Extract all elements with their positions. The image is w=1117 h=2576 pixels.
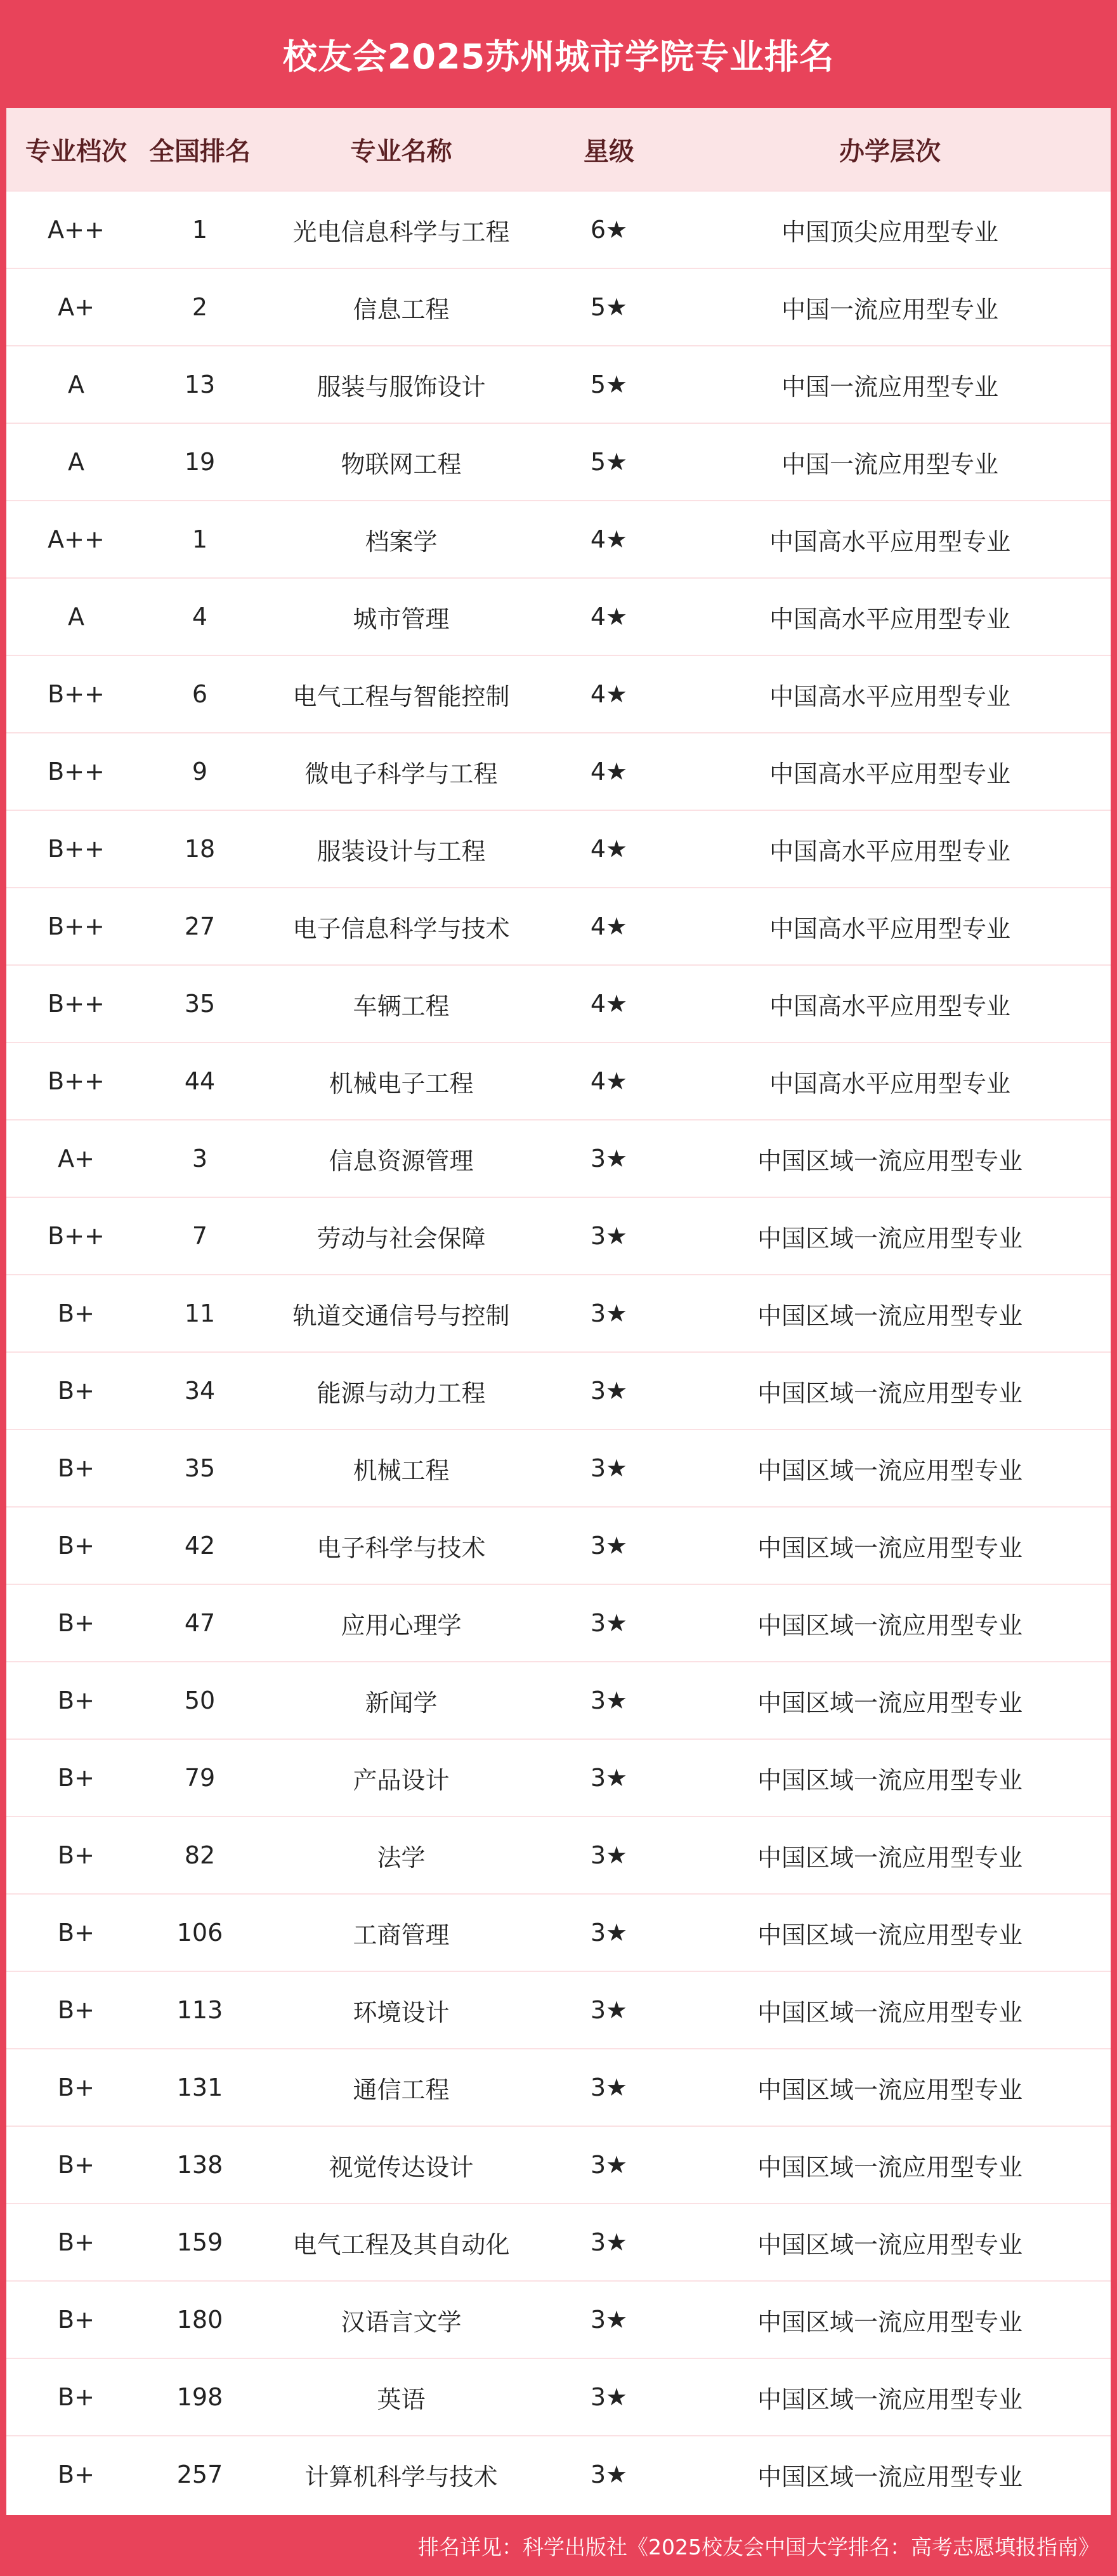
cell-stars: 3★ xyxy=(590,2306,628,2334)
cell-tier: 中国高水平应用型专业 xyxy=(769,837,1010,865)
cell-stars: 6★ xyxy=(590,216,628,244)
table-row xyxy=(6,1351,1111,1429)
cell-tier: 中国区域一流应用型专业 xyxy=(757,2308,1022,2336)
table-row xyxy=(6,2048,1111,2126)
cell-name: 物联网工程 xyxy=(341,450,462,478)
table-row xyxy=(6,2435,1111,2513)
cell-name: 机械工程 xyxy=(353,1456,450,1485)
cell-level: B+ xyxy=(58,2228,95,2256)
table-row xyxy=(6,1893,1111,1971)
cell-tier: 中国区域一流应用型专业 xyxy=(757,1147,1022,1175)
cell-tier: 中国高水平应用型专业 xyxy=(769,759,1010,788)
cell-rank: 18 xyxy=(184,835,216,863)
table-row xyxy=(6,1584,1111,1661)
cell-name: 信息资源管理 xyxy=(329,1147,474,1175)
table-row xyxy=(6,887,1111,964)
cell-stars: 3★ xyxy=(590,1996,628,2024)
header-tier: 办学层次 xyxy=(839,136,941,166)
cell-level: B+ xyxy=(58,1377,95,1405)
cell-name: 汉语言文学 xyxy=(341,2308,462,2336)
cell-stars: 4★ xyxy=(590,680,628,708)
ranking-table xyxy=(6,108,1111,2515)
source-note: 排名详见：科学出版社《2025校友会中国大学排名：高考志愿填报指南》 xyxy=(418,2534,1099,2560)
table-row xyxy=(6,1274,1111,1351)
cell-tier: 中国区域一流应用型专业 xyxy=(757,1921,1022,1949)
cell-stars: 3★ xyxy=(590,1299,628,1327)
cell-level: B+ xyxy=(58,1764,95,1792)
cell-level: B++ xyxy=(48,758,105,785)
cell-tier: 中国高水平应用型专业 xyxy=(769,992,1010,1020)
cell-stars: 4★ xyxy=(590,525,628,553)
cell-stars: 4★ xyxy=(590,1067,628,1095)
cell-stars: 4★ xyxy=(590,990,628,1018)
table-row xyxy=(6,500,1111,577)
cell-rank: 82 xyxy=(184,1841,216,1869)
cell-tier: 中国高水平应用型专业 xyxy=(769,605,1010,633)
cell-level: B++ xyxy=(48,835,105,863)
cell-name: 电子科学与技术 xyxy=(317,1534,486,1562)
table-row xyxy=(6,1197,1111,1274)
table-row xyxy=(6,190,1111,268)
cell-rank: 198 xyxy=(176,2383,223,2411)
cell-rank: 113 xyxy=(176,1996,223,2024)
cell-rank: 11 xyxy=(184,1299,216,1327)
cell-rank: 44 xyxy=(184,1067,216,1095)
cell-rank: 131 xyxy=(176,2073,223,2101)
cell-name: 法学 xyxy=(377,1843,426,1872)
cell-level: B+ xyxy=(58,2073,95,2101)
cell-tier: 中国区域一流应用型专业 xyxy=(757,2075,1022,2104)
header-rank: 全国排名 xyxy=(149,136,251,166)
table-row xyxy=(6,1506,1111,1584)
table-header xyxy=(6,108,1111,190)
cell-stars: 3★ xyxy=(590,2383,628,2411)
cell-level: B+ xyxy=(58,1532,95,1560)
cell-rank: 7 xyxy=(192,1222,208,1250)
header-level: 专业档次 xyxy=(25,136,127,166)
table-row xyxy=(6,2126,1111,2203)
cell-name: 环境设计 xyxy=(353,1998,450,2027)
cell-rank: 42 xyxy=(184,1532,216,1560)
cell-level: B+ xyxy=(58,1686,95,1714)
cell-rank: 35 xyxy=(184,1454,216,1482)
cell-name: 通信工程 xyxy=(353,2075,450,2104)
cell-tier: 中国区域一流应用型专业 xyxy=(757,1224,1022,1252)
cell-stars: 4★ xyxy=(590,603,628,631)
cell-name: 服装设计与工程 xyxy=(317,837,486,865)
cell-level: B+ xyxy=(58,1841,95,1869)
cell-stars: 3★ xyxy=(590,1919,628,1947)
cell-tier: 中国区域一流应用型专业 xyxy=(757,2230,1022,2259)
table-row xyxy=(6,268,1111,345)
table-row xyxy=(6,577,1111,655)
header-name: 专业名称 xyxy=(350,136,452,166)
cell-name: 工商管理 xyxy=(353,1921,450,1949)
cell-name: 光电信息科学与工程 xyxy=(292,218,510,246)
cell-rank: 138 xyxy=(176,2151,223,2179)
cell-name: 信息工程 xyxy=(353,295,450,324)
table-row xyxy=(6,2280,1111,2358)
cell-rank: 50 xyxy=(184,1686,216,1714)
cell-rank: 79 xyxy=(184,1764,216,1792)
cell-level: B+ xyxy=(58,2306,95,2334)
cell-tier: 中国高水平应用型专业 xyxy=(769,527,1010,556)
cell-stars: 3★ xyxy=(590,1686,628,1714)
table-row xyxy=(6,345,1111,423)
cell-tier: 中国一流应用型专业 xyxy=(781,295,998,324)
table-row xyxy=(6,1119,1111,1197)
cell-tier: 中国顶尖应用型专业 xyxy=(781,218,998,246)
cell-rank: 9 xyxy=(192,758,208,785)
cell-level: B++ xyxy=(48,680,105,708)
cell-stars: 3★ xyxy=(590,1764,628,1792)
cell-rank: 47 xyxy=(184,1609,216,1637)
cell-tier: 中国区域一流应用型专业 xyxy=(757,1301,1022,1330)
cell-name: 电气工程及其自动化 xyxy=(292,2230,510,2259)
cell-tier: 中国一流应用型专业 xyxy=(781,450,998,478)
cell-level: B++ xyxy=(48,1222,105,1250)
cell-name: 产品设计 xyxy=(353,1766,450,1794)
cell-rank: 159 xyxy=(176,2228,223,2256)
cell-tier: 中国高水平应用型专业 xyxy=(769,914,1010,943)
cell-level: A+ xyxy=(58,1145,95,1173)
cell-tier: 中国区域一流应用型专业 xyxy=(757,1379,1022,1407)
cell-tier: 中国区域一流应用型专业 xyxy=(757,1998,1022,2027)
cell-tier: 中国区域一流应用型专业 xyxy=(757,1534,1022,1562)
table-row xyxy=(6,1429,1111,1506)
cell-stars: 3★ xyxy=(590,2151,628,2179)
cell-name: 新闻学 xyxy=(365,1688,438,1717)
cell-rank: 3 xyxy=(192,1145,208,1173)
cell-tier: 中国区域一流应用型专业 xyxy=(757,2462,1022,2491)
table-row xyxy=(6,423,1111,500)
table-row xyxy=(6,2203,1111,2280)
cell-level: B+ xyxy=(58,1996,95,2024)
cell-rank: 34 xyxy=(184,1377,216,1405)
cell-stars: 4★ xyxy=(590,835,628,863)
table-row xyxy=(6,2358,1111,2435)
cell-level: A++ xyxy=(48,216,105,244)
cell-rank: 1 xyxy=(192,525,208,553)
cell-tier: 中国区域一流应用型专业 xyxy=(757,1843,1022,1872)
cell-name: 视觉传达设计 xyxy=(329,2153,474,2181)
cell-stars: 5★ xyxy=(590,293,628,321)
cell-stars: 3★ xyxy=(590,1454,628,1482)
cell-rank: 27 xyxy=(184,912,216,940)
cell-level: B+ xyxy=(58,1299,95,1327)
cell-name: 电子信息科学与技术 xyxy=(292,914,510,943)
cell-tier: 中国区域一流应用型专业 xyxy=(757,2385,1022,2414)
cell-name: 计算机科学与技术 xyxy=(304,2462,498,2491)
cell-level: B+ xyxy=(58,1454,95,1482)
cell-level: A xyxy=(68,371,84,398)
table-row xyxy=(6,1971,1111,2048)
cell-rank: 35 xyxy=(184,990,216,1018)
cell-rank: 2 xyxy=(192,293,208,321)
header-stars: 星级 xyxy=(584,136,634,166)
cell-rank: 257 xyxy=(176,2461,223,2488)
cell-stars: 3★ xyxy=(590,1532,628,1560)
cell-stars: 3★ xyxy=(590,2461,628,2488)
cell-tier: 中国区域一流应用型专业 xyxy=(757,1688,1022,1717)
cell-level: A+ xyxy=(58,293,95,321)
cell-level: A xyxy=(68,603,84,631)
cell-stars: 3★ xyxy=(590,1377,628,1405)
cell-name: 能源与动力工程 xyxy=(317,1379,486,1407)
table-row xyxy=(6,1738,1111,1816)
cell-rank: 19 xyxy=(184,448,216,476)
cell-rank: 4 xyxy=(192,603,208,631)
cell-name: 服装与服饰设计 xyxy=(317,372,486,401)
cell-level: B+ xyxy=(58,2151,95,2179)
table-row xyxy=(6,964,1111,1042)
cell-name: 轨道交通信号与控制 xyxy=(292,1301,510,1330)
cell-stars: 5★ xyxy=(590,448,628,476)
cell-rank: 1 xyxy=(192,216,208,244)
cell-level: A++ xyxy=(48,525,105,553)
cell-rank: 13 xyxy=(184,371,216,398)
cell-stars: 3★ xyxy=(590,1609,628,1637)
cell-name: 英语 xyxy=(377,2385,426,2414)
cell-stars: 3★ xyxy=(590,1841,628,1869)
cell-level: B+ xyxy=(58,2461,95,2488)
cell-stars: 5★ xyxy=(590,371,628,398)
table-body xyxy=(6,190,1111,2513)
cell-tier: 中国区域一流应用型专业 xyxy=(757,1611,1022,1640)
cell-name: 档案学 xyxy=(365,527,438,556)
cell-rank: 180 xyxy=(176,2306,223,2334)
cell-stars: 3★ xyxy=(590,2073,628,2101)
cell-tier: 中国一流应用型专业 xyxy=(781,372,998,401)
cell-tier: 中国高水平应用型专业 xyxy=(769,1069,1010,1098)
page-title: 校友会2025苏州城市学院专业排名 xyxy=(282,36,835,77)
cell-stars: 4★ xyxy=(590,758,628,785)
cell-rank: 106 xyxy=(176,1919,223,1947)
cell-name: 应用心理学 xyxy=(341,1611,462,1640)
table-row xyxy=(6,655,1111,732)
cell-name: 城市管理 xyxy=(353,605,450,633)
cell-level: B+ xyxy=(58,2383,95,2411)
cell-stars: 3★ xyxy=(590,2228,628,2256)
table-row xyxy=(6,1661,1111,1738)
cell-level: B+ xyxy=(58,1919,95,1947)
cell-level: B++ xyxy=(48,1067,105,1095)
cell-stars: 3★ xyxy=(590,1145,628,1173)
table-row xyxy=(6,1816,1111,1893)
cell-tier: 中国区域一流应用型专业 xyxy=(757,2153,1022,2181)
cell-tier: 中国区域一流应用型专业 xyxy=(757,1766,1022,1794)
cell-stars: 3★ xyxy=(590,1222,628,1250)
cell-name: 电气工程与智能控制 xyxy=(292,682,510,711)
cell-tier: 中国高水平应用型专业 xyxy=(769,682,1010,711)
table-row xyxy=(6,810,1111,887)
cell-level: B++ xyxy=(48,912,105,940)
cell-tier: 中国区域一流应用型专业 xyxy=(757,1456,1022,1485)
cell-level: B++ xyxy=(48,990,105,1018)
table-row xyxy=(6,1042,1111,1119)
cell-level: B+ xyxy=(58,1609,95,1637)
cell-name: 劳动与社会保障 xyxy=(317,1224,486,1252)
cell-rank: 6 xyxy=(192,680,208,708)
table-row xyxy=(6,732,1111,810)
cell-stars: 4★ xyxy=(590,912,628,940)
cell-name: 车辆工程 xyxy=(353,992,450,1020)
cell-level: A xyxy=(68,448,84,476)
cell-name: 机械电子工程 xyxy=(329,1069,474,1098)
cell-name: 微电子科学与工程 xyxy=(304,759,498,788)
